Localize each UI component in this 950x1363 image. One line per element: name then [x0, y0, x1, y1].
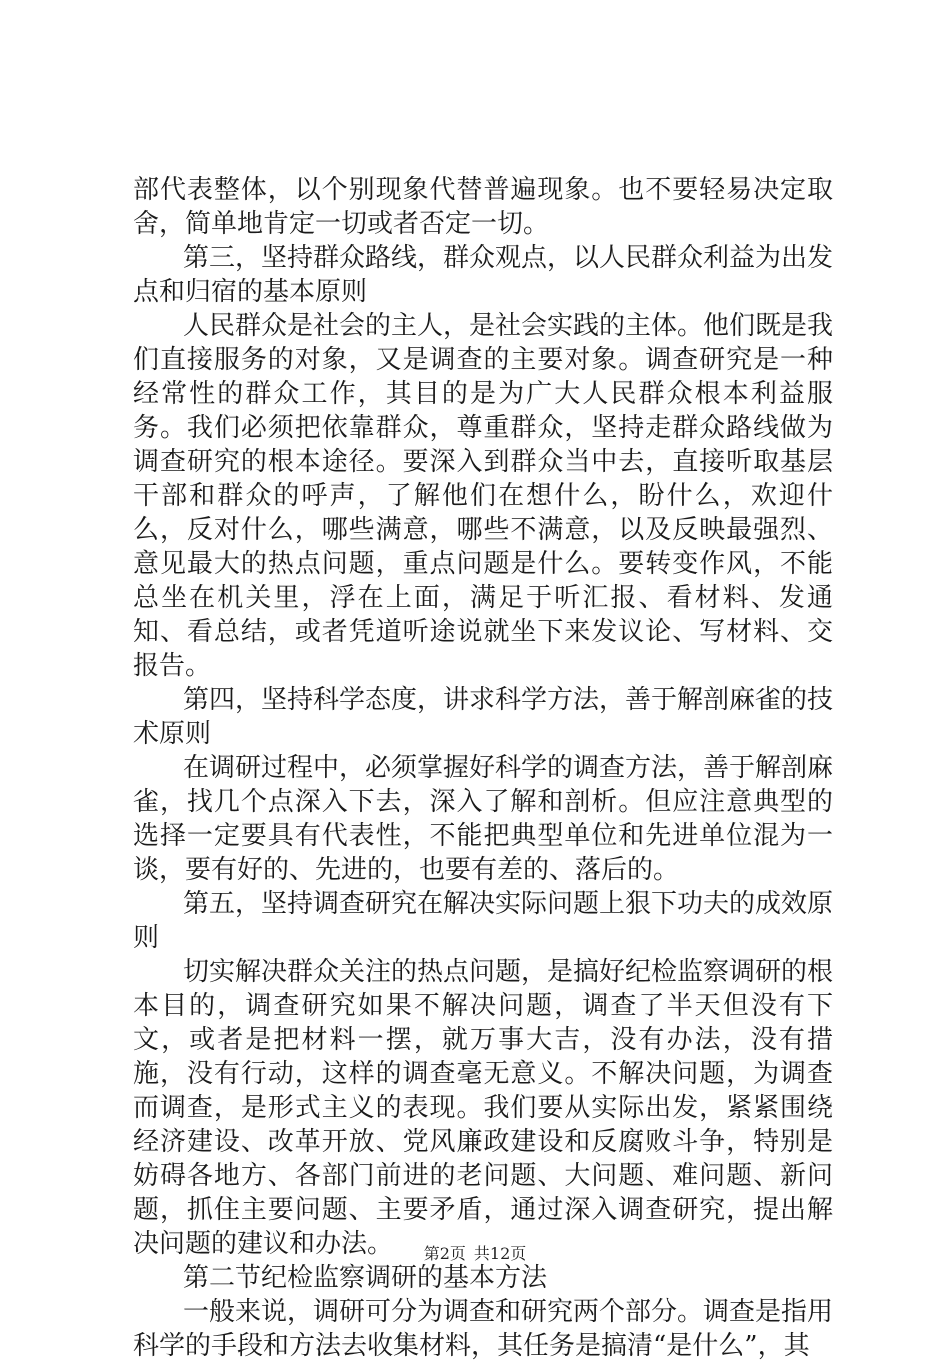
- paragraph: 在调研过程中，必须掌握好科学的调查方法，善于解剖麻雀，找几个点深入下去，深入了解和剖析。但应注意典型的选择一定要具有代表性，不能把典型单位和先进单位混为一谈，要有好的、先进的，也要有差的、落后的。: [133, 753, 834, 885]
- paragraph: 人民群众是社会的主人，是社会实践的主体。他们既是我们直接服务的对象，又是调查的主要对象。调查研究是一种经常性的群众工作，其目的是为广大人民群众根本利益服务。我们必须把依靠群众，尊重群众，坚持走群众路线做为调查研究的根本途径。要深入到群众当中去，直接听取基层干部和群众的呼声，了解他们在想什么，盼什么，欢迎什么，反对什么，哪些满意，哪些不满意，以及反映最强烈、意见最大的热点问题，重点问题是什么。要转变作风，不能总坐在机关里，浮在上面，满足于听汇报、看材料、发通知、看总结，或者凭道听途说就坐下来发议论、写材料、交报告。: [133, 311, 834, 681]
- paragraph: 切实解决群众关注的热点问题，是搞好纪检监察调研的根本目的，调查研究如果不解决问题，调查了半天但没有下文，或者是把材料一摆，就万事大吉，没有办法，没有措施，没有行动，这样的调查毫无意义。不解决问题，为调查而调查，是形式主义的表现。我们要从实际出发，紧紧围绕经济建设、改革开放、党风廉政建设和反腐败斗争，特别是妨碍各地方、各部门前进的老问题、大问题、难问题、新问题，抓住主要问题、主要矛盾，通过深入调查研究，提出解决问题的建议和办法。: [133, 957, 834, 1259]
- section-heading: 第三，坚持群众路线，群众观点，以人民群众利益为出发点和归宿的基本原则: [133, 243, 834, 307]
- chapter-section-title: 第二节纪检监察调研的基本方法: [183, 1263, 548, 1293]
- page-number: 第2页: [423, 1244, 466, 1263]
- paragraph: 一般来说，调研可分为调查和研究两个部分。调查是指用科学的手段和方法去收集材料，其任务是搞清“是什么”，其: [133, 1297, 834, 1361]
- section-heading: 第五，坚持调查研究在解决实际问题上狠下功夫的成效原则: [133, 889, 834, 953]
- section-heading: 第四，坚持科学态度，讲求科学方法，善于解剖麻雀的技术原则: [133, 685, 834, 749]
- body-text: [133, 173, 833, 1363]
- page-footer: [0, 1244, 950, 1264]
- paragraph: 部代表整体，以个别现象代替普遍现象。也不要轻易决定取舍，简单地肯定一切或者否定一切。: [133, 175, 833, 239]
- page-total: 共12页: [473, 1244, 527, 1263]
